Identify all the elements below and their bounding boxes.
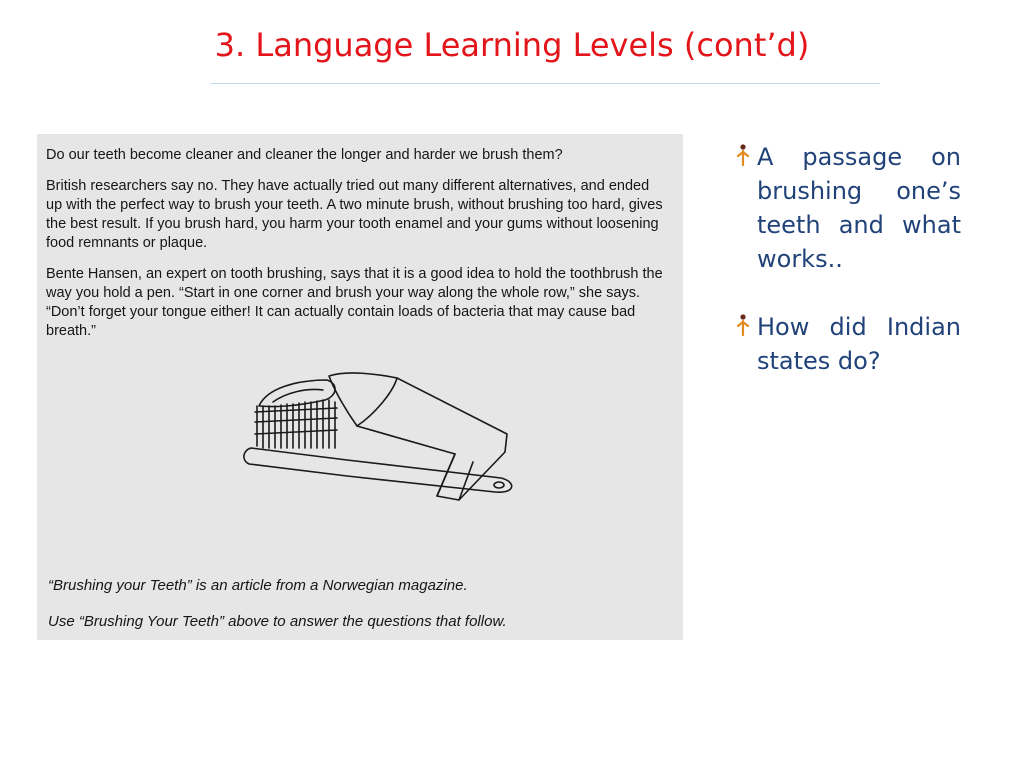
person-bullet-icon <box>735 314 751 336</box>
passage-footer <box>48 576 670 648</box>
bullet-item <box>735 140 961 276</box>
slide-title: 3. Language Learning Levels (cont’d) <box>214 26 810 64</box>
title-divider <box>211 83 880 84</box>
passage-text <box>46 146 668 353</box>
passage-source-note: “Brushing your Teeth” is an article from a Norwegian magazine. <box>48 577 468 594</box>
bullet-item <box>735 310 961 378</box>
person-bullet-icon <box>735 144 751 166</box>
toothbrush-illustration <box>197 362 557 522</box>
passage-paragraph-research: British researchers say no. They have actually tried out many different alternatives, and ended up with the perfect way to brush your teeth. A two minute brush, without brushing too hard, gives the best result. If you brush hard, you harm your tooth enamel and your gums without loosening food remnants or plaque. <box>46 178 663 251</box>
bullet-list <box>735 140 961 412</box>
bullet-text: How did Indian states do? <box>757 313 961 375</box>
passage-instruction: Use “Brushing Your Teeth” above to answer the questions that follow. <box>48 613 507 630</box>
bullet-text: A passage on brushing one’s teeth and what works.. <box>757 143 961 273</box>
passage-image <box>37 134 683 640</box>
passage-question: Do our teeth become cleaner and cleaner the longer and harder we brush them? <box>46 147 563 163</box>
passage-paragraph-expert: Bente Hansen, an expert on tooth brushing, says that it is a good idea to hold the toothbrush the way you hold a pen. “Start in one corner and brush your way along the whole row,” she says. “Don’t forget your tongue either! It can actually contain loads of bacteria that may cause bad breath.” <box>46 266 663 339</box>
